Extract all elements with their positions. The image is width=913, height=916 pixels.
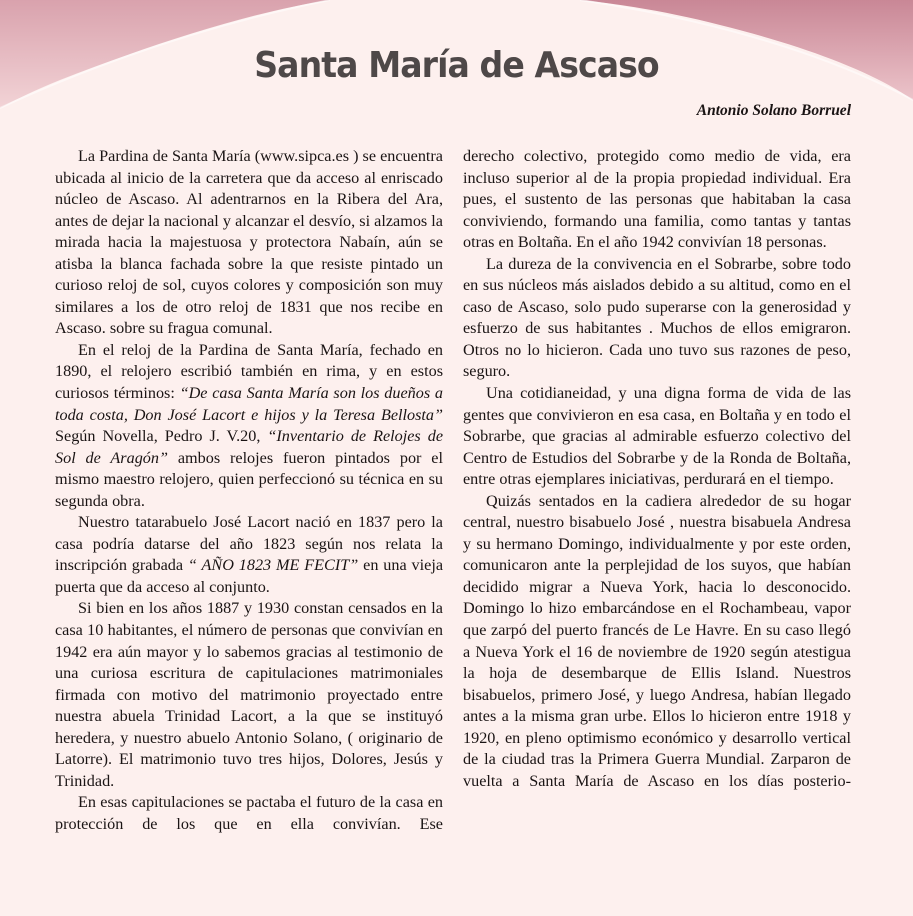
paragraph-text: La Pardina de Santa María (www.sipca.es ) se encuentra ubicada al inicio de la carretera que da acceso al enriscado núcleo de Ascaso. Al adentrarnos en la Ribera del Ara, antes de dejar la nacional y alcanzar el desvío, si alzamos la mirada hacia la majestuosa y protectora Nabaín, aún se atisba la blanca fachada sobre la que resiste pintado un curioso reloj de sol, cuyos colores y composición son muy similares a los de otro reloj de 1831 que nos recibe en Ascaso. sobre su fragua comunal. <box>55 147 443 338</box>
right-text-column <box>463 146 851 792</box>
paragraph-text: En el reloj de la Pardina de Santa María, fechado en 1890, el relojero escribió también en rima, y en estos curiosos términos: <box>55 340 443 403</box>
paragraph <box>55 792 443 835</box>
paragraph-text: Quizás sentados en la cadiera alrededor de su hogar central, nuestro bisabuelo José , nuestra bisabuela Andresa y su hermano Domingo, individualmente y por este orden, comunicaron ante la perplejidad de los suyos, que habían decidido migrar a Nueva York, hacia lo desconocido. Domingo lo hizo embarcándose en el Rochambeau, vapor que zarpó del puerto francés de Le Havre. En su caso llegó a Nueva York el 16 de noviembre de 1920 según atestigua la hoja de desembarque de Ellis Island. Nuestros bisabuelos, primero José, y luego Andresa, habían llegado antes a la misma gran urbe. Ellos lo hicieron entre 1918 y 1920, en pleno optimismo económico y desarrollo vertical de la ciudad tras la Primera Guerra Mundial. Zarparon de vuelta a Santa María de Ascaso en los días posterio- <box>463 491 851 790</box>
paragraph <box>463 146 851 254</box>
paragraph-text: La dureza de la convivencia en el Sobrarbe, sobre todo en sus núcleos más aislados debido a su altitud, como en el caso de Ascaso, solo pudo superarse con la generosidad y esfuerzo de sus habitantes . Muchos de ellos emigraron. Otros no lo hicieron. Cada uno tuvo sus razones de peso, seguro. <box>463 254 851 381</box>
paragraph-text: Una cotidianeidad, y una digna forma de vida de las gentes que convivieron en esa casa, en Boltaña y en todo el Sobrarbe, que gracias al admirable esfuerzo colectivo del Centro de Estudios del Sobrarbe y de la Ronda de Boltaña, entre otras ejemplares iniciativas, perdurará en el tiempo. <box>463 384 851 489</box>
paragraph <box>463 254 851 383</box>
paragraph <box>463 383 851 491</box>
left-text-column <box>55 146 443 836</box>
quoted-text: “Inventario de Relojes de Sol de Aragón” <box>55 427 444 467</box>
paragraph-text: Según Novella, Pedro J. V.20, <box>55 427 268 446</box>
quoted-text: “ AÑO 1823 ME FECIT” <box>187 556 359 575</box>
paragraph-text: Si bien en los años 1887 y 1930 constan censados en la casa 10 habitantes, el número de personas que convivían en 1942 era aún mayor y lo sabemos gracias al testimonio de una curiosa escritura de capitulaciones matrimoniales firmada con motivo del matrimonio proyectado entre nuestra abuela Trinidad Lacort, a la que se instituyó heredera, y nuestro abuelo Antonio Solano, ( originario de Latorre). El matrimonio tuvo tres hijos, Dolores, Jesús y Trinidad. <box>55 599 443 790</box>
paragraph <box>55 512 443 598</box>
paragraph <box>55 146 443 340</box>
paragraph-text: derecho colectivo, protegido como medio de vida, era incluso superior al de la propia propiedad individual. Era pues, el sustento de las personas que habitaban la casa conviviendo, formando una familia, como tantas y tantas otras en Boltaña. En el año 1942 convivían 18 personas. <box>463 147 851 252</box>
article-title: Santa María de Ascaso <box>254 45 659 86</box>
article-author: Antonio Solano Borruel <box>696 102 851 119</box>
paragraph-text: En esas capitulaciones se pactaba el futuro de la casa en protección de los que en ella convivían. Ese <box>55 793 443 833</box>
paragraph-text: Nuestro tatarabuelo José Lacort nació en 1837 pero la casa podría datarse del año 1823 según nos relata la inscripción grabada <box>55 513 443 575</box>
quoted-text: “De casa Santa María son los dueños a toda costa, Don José Lacort e hijos y la Teresa Bellosta” <box>55 384 443 424</box>
paragraph <box>55 340 443 512</box>
paragraph-text: en una vieja puerta que da acceso al conjunto. <box>55 556 443 596</box>
paragraph-text: ambos relojes fueron pintados por el mismo maestro relojero, quien perfeccionó su técnica en su segunda obra. <box>55 448 443 510</box>
paragraph <box>55 598 443 792</box>
paragraph <box>463 491 851 793</box>
